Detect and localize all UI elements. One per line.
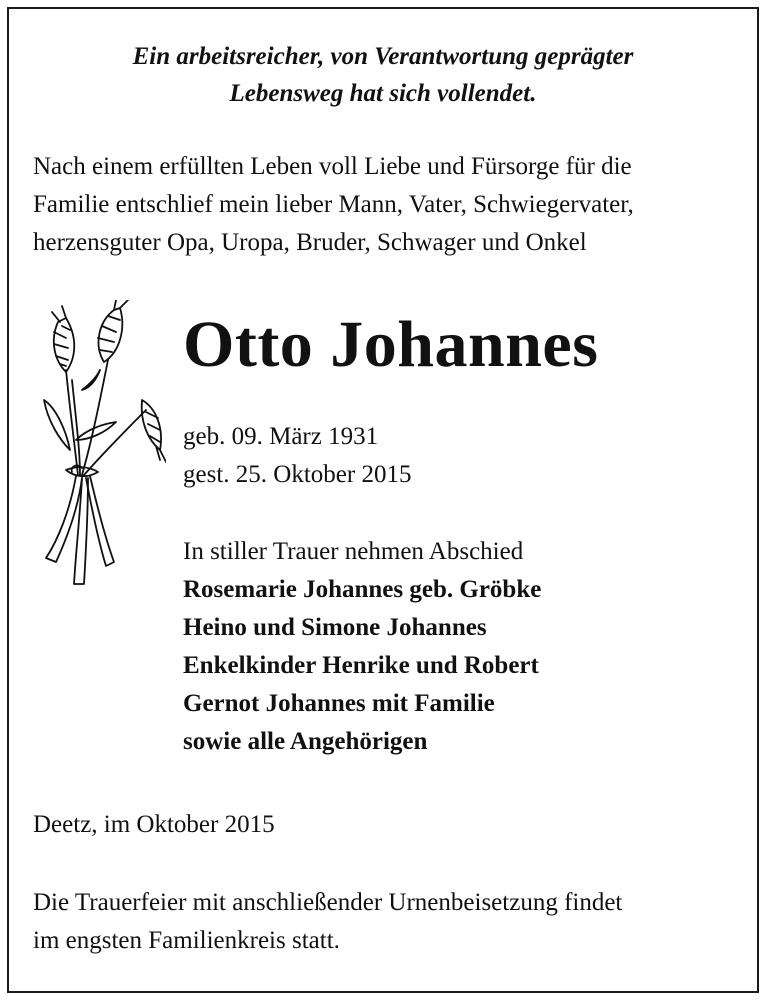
mourner-name: Heino und Simone Johannes	[183, 614, 487, 641]
intro-text	[33, 148, 743, 262]
mourner-name: Gernot Johannes mit Familie	[183, 690, 495, 717]
mourner-name: Rosemarie Johannes geb. Gröbke	[183, 576, 542, 603]
place-date: Deetz, im Oktober 2015	[33, 811, 275, 838]
intro-line-1: Nach einem erfüllten Leben voll Liebe und Fürsorge für die	[33, 153, 632, 180]
ceremony-line-2: im engsten Familienkreis statt.	[33, 927, 340, 954]
motto-line-1: Ein arbeitsreicher, von Verantwortung geprägter	[132, 43, 634, 70]
mourners-block	[183, 533, 541, 761]
motto-line-2: Lebensweg hat sich vollendet.	[229, 80, 537, 107]
intro-line-3: herzensguter Opa, Uropa, Bruder, Schwager und Onkel	[33, 229, 587, 256]
ceremony-line-1: Die Trauerfeier mit anschließender Urnenbeisetzung findet	[33, 889, 623, 916]
deceased-name: Otto Johannes	[183, 308, 599, 381]
death-date: gest. 25. Oktober 2015	[183, 461, 412, 488]
wheat-sheaf-icon	[36, 300, 166, 590]
motto	[0, 38, 766, 112]
mourners-lead: In stiller Trauer nehmen Abschied	[183, 538, 524, 565]
mourner-name: Enkelkinder Henrike und Robert	[183, 652, 539, 679]
birth-date: geb. 09. März 1931	[183, 423, 379, 450]
life-dates	[183, 418, 411, 494]
intro-line-2: Familie entschlief mein lieber Mann, Vater, Schwiegervater,	[33, 191, 634, 218]
mourner-name: sowie alle Angehörigen	[183, 728, 428, 755]
ceremony-note	[33, 884, 743, 960]
